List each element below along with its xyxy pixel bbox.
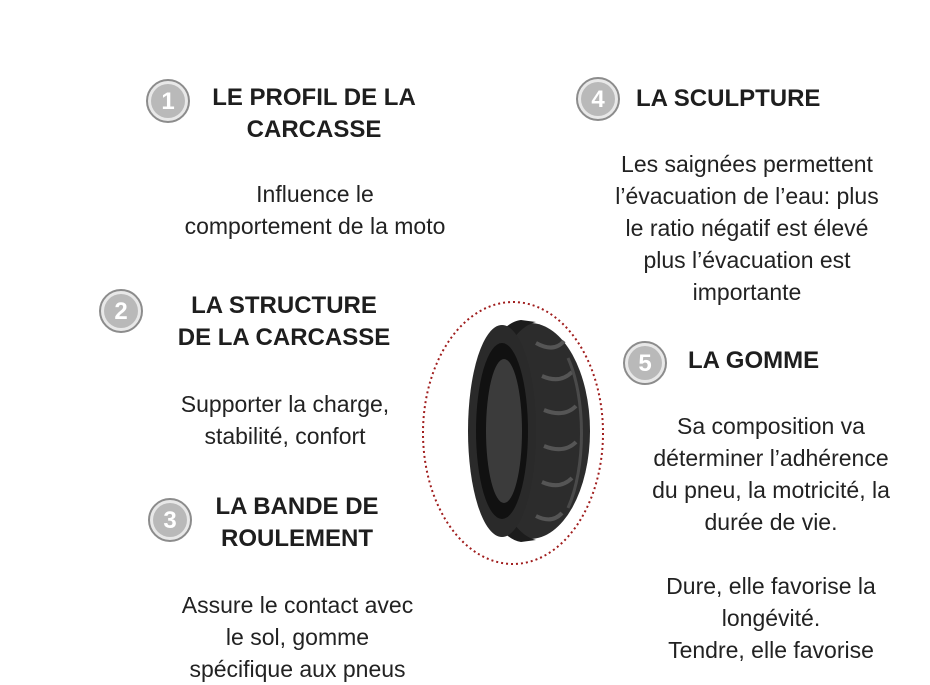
section-1-body: Influence le comportement de la moto <box>184 181 446 239</box>
section-5-body: Sa composition va déterminer l’adhérence du pneu, la motricité, la durée de vie. Dure, elle favorise la longévité. Tendre, elle favorise <box>652 413 890 663</box>
section-3-title: LA BANDE DE ROULEMENT <box>215 493 379 552</box>
number-badge-3-text: 3 <box>163 507 177 534</box>
number-badge-2-text: 2 <box>114 298 128 325</box>
section-2-body: Supporter la charge, stabilité, confort <box>180 391 390 449</box>
number-badge-1-icon <box>145 78 191 124</box>
section-4-body: Les saignées permettent l’évacuation de l’eau: plus le ratio négatif est élevé plus l’évacuation est importante <box>615 151 879 305</box>
number-badge-4-text: 4 <box>591 86 605 113</box>
section-2-title: LA STRUCTURE DE LA CARCASSE <box>177 292 391 351</box>
number-badge-1-text: 1 <box>161 88 175 115</box>
number-badge-3-icon <box>147 497 193 543</box>
section-3-body: Assure le contact avec le sol, gomme spécifique aux pneus <box>181 592 414 682</box>
section-1-title: LE PROFIL DE LA CARCASSE <box>212 84 416 143</box>
tire-illustration <box>418 298 608 568</box>
number-badge-5-icon <box>622 340 668 386</box>
section-4-title: LA SCULPTURE <box>636 85 821 112</box>
number-badge-4-icon <box>575 76 621 122</box>
number-badge-5-text: 5 <box>638 350 652 377</box>
section-5-title: LA GOMME <box>688 347 820 374</box>
number-badge-2-icon <box>98 288 144 334</box>
